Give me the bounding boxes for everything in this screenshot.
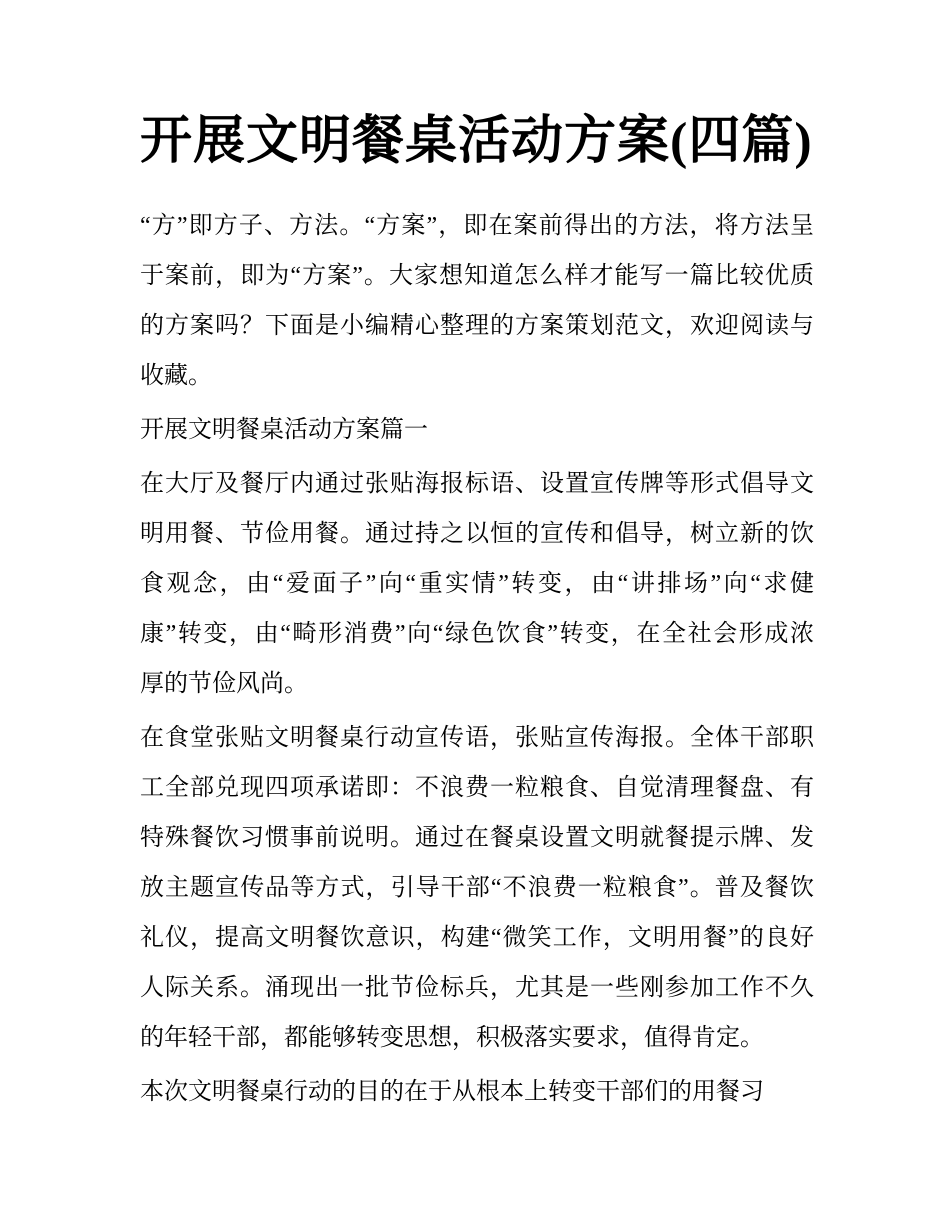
paragraph-body-3 [140,1067,814,1117]
text-line: 的年轻干部，都能够转变思想，积极落实要求，值得肯定。 [140,1025,764,1051]
text-line: 食观念，由“爱面子”向“重实情”转变，由“讲排场”向“求健 [140,571,814,597]
text-line: 放主题宣传品等方式，引导干部“不浪费一粒粮食”。普及餐饮 [140,875,814,901]
text-line: 礼仪，提高文明餐饮意识，构建“微笑工作，文明用餐”的良好 [140,925,814,951]
text-line: “方”即方子、方法。“方案”，即在案前得出的方法，将方法呈 [140,213,814,239]
text-line: 在食堂张贴文明餐桌行动宣传语，张贴宣传海报。全体干部职 [140,725,814,751]
text-line: 的方案吗？下面是小编精心整理的方案策划范文，欢迎阅读与 [140,313,814,339]
text-line: 特殊餐饮习惯事前说明。通过在餐桌设置文明就餐提示牌、发 [140,825,814,851]
paragraph-intro [140,201,814,401]
text-line: 明用餐、节俭用餐。通过持之以恒的宣传和倡导，树立新的饮 [140,521,814,547]
text-line: 于案前，即为“方案”。大家想知道怎么样才能写一篇比较优质 [140,263,814,289]
text-line: 康”转变，由“畸形消费”向“绿色饮食”转变，在全社会形成浓 [140,621,814,647]
paragraph-body-2 [140,713,814,1063]
text-line: 工全部兑现四项承诺即：不浪费一粒粮食、自觉清理餐盘、有 [140,775,814,801]
text-line: 收藏。 [140,363,212,389]
text-line: 开展文明餐桌活动方案篇一 [140,417,428,443]
document-title: 开展文明餐桌活动方案(四篇) [140,113,813,170]
paragraph-body-1 [140,459,814,709]
text-line: 人际关系。涌现出一批节俭标兵，尤其是一些刚参加工作不久 [140,975,814,1001]
text-line: 本次文明餐桌行动的目的在于从根本上转变干部们的用餐习 [140,1079,764,1105]
text-line: 厚的节俭风尚。 [140,671,308,697]
paragraph-section-heading [140,405,814,455]
text-line: 在大厅及餐厅内通过张贴海报标语、设置宣传牌等形式倡导文 [140,471,814,497]
